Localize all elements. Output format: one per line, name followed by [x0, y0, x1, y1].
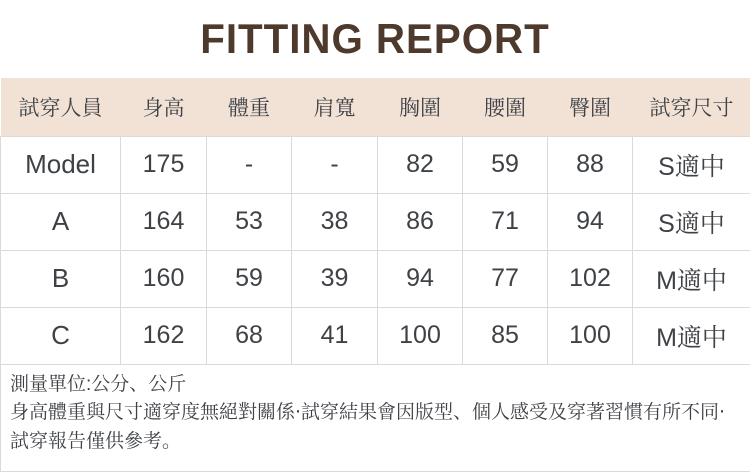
- cell-height: 160: [121, 250, 207, 307]
- cell-height: 164: [121, 193, 207, 250]
- table-row-b: [1, 250, 750, 307]
- cell-weight: 53: [207, 193, 292, 250]
- fitting-table: [0, 78, 750, 472]
- column-header-waist: 腰圍: [463, 78, 548, 136]
- cell-fit-size: S適中: [633, 136, 750, 193]
- cell-hip: 94: [548, 193, 633, 250]
- column-header-chest: 胸圍: [378, 78, 463, 136]
- cell-fit-size: M適中: [633, 250, 750, 307]
- cell-chest: 94: [378, 250, 463, 307]
- footnote-row: [1, 364, 750, 471]
- cell-waist: 71: [463, 193, 548, 250]
- footnote-units: 測量單位:公分、公斤: [10, 373, 187, 395]
- cell-shoulder: 38: [292, 193, 378, 250]
- cell-chest: 86: [378, 193, 463, 250]
- column-header-fit-size: 試穿尺寸: [633, 78, 750, 136]
- cell-tester: A: [1, 193, 121, 250]
- cell-hip: 102: [548, 250, 633, 307]
- header-row: [1, 78, 750, 136]
- cell-weight: -: [207, 136, 292, 193]
- table-row-model: [1, 136, 750, 193]
- cell-fit-size: M適中: [633, 307, 750, 364]
- column-header-hip: 臀圍: [548, 78, 633, 136]
- cell-height: 175: [121, 136, 207, 193]
- column-header-weight: 體重: [207, 78, 292, 136]
- footnote-cell: [1, 364, 750, 471]
- cell-hip: 88: [548, 136, 633, 193]
- cell-tester: Model: [1, 136, 121, 193]
- cell-shoulder: -: [292, 136, 378, 193]
- cell-hip: 100: [548, 307, 633, 364]
- footnote-disclaimer: 身高體重與尺寸適穿度無絕對關係‧試穿結果會因版型、個人感受及穿著習慣有所不同‧試穿報告僅供參考。: [10, 402, 726, 453]
- cell-shoulder: 39: [292, 250, 378, 307]
- cell-weight: 59: [207, 250, 292, 307]
- table-row-c: [1, 307, 750, 364]
- column-header-shoulder: 肩寬: [292, 78, 378, 136]
- cell-weight: 68: [207, 307, 292, 364]
- cell-chest: 100: [378, 307, 463, 364]
- cell-waist: 77: [463, 250, 548, 307]
- cell-waist: 59: [463, 136, 548, 193]
- cell-height: 162: [121, 307, 207, 364]
- cell-waist: 85: [463, 307, 548, 364]
- cell-tester: C: [1, 307, 121, 364]
- title-bar: [0, 0, 750, 78]
- column-header-height: 身高: [121, 78, 207, 136]
- cell-chest: 82: [378, 136, 463, 193]
- cell-shoulder: 41: [292, 307, 378, 364]
- column-header-tester: 試穿人員: [1, 78, 121, 136]
- cell-fit-size: S適中: [633, 193, 750, 250]
- page-title: FITTING REPORT: [200, 15, 550, 62]
- cell-tester: B: [1, 250, 121, 307]
- table-row-a: [1, 193, 750, 250]
